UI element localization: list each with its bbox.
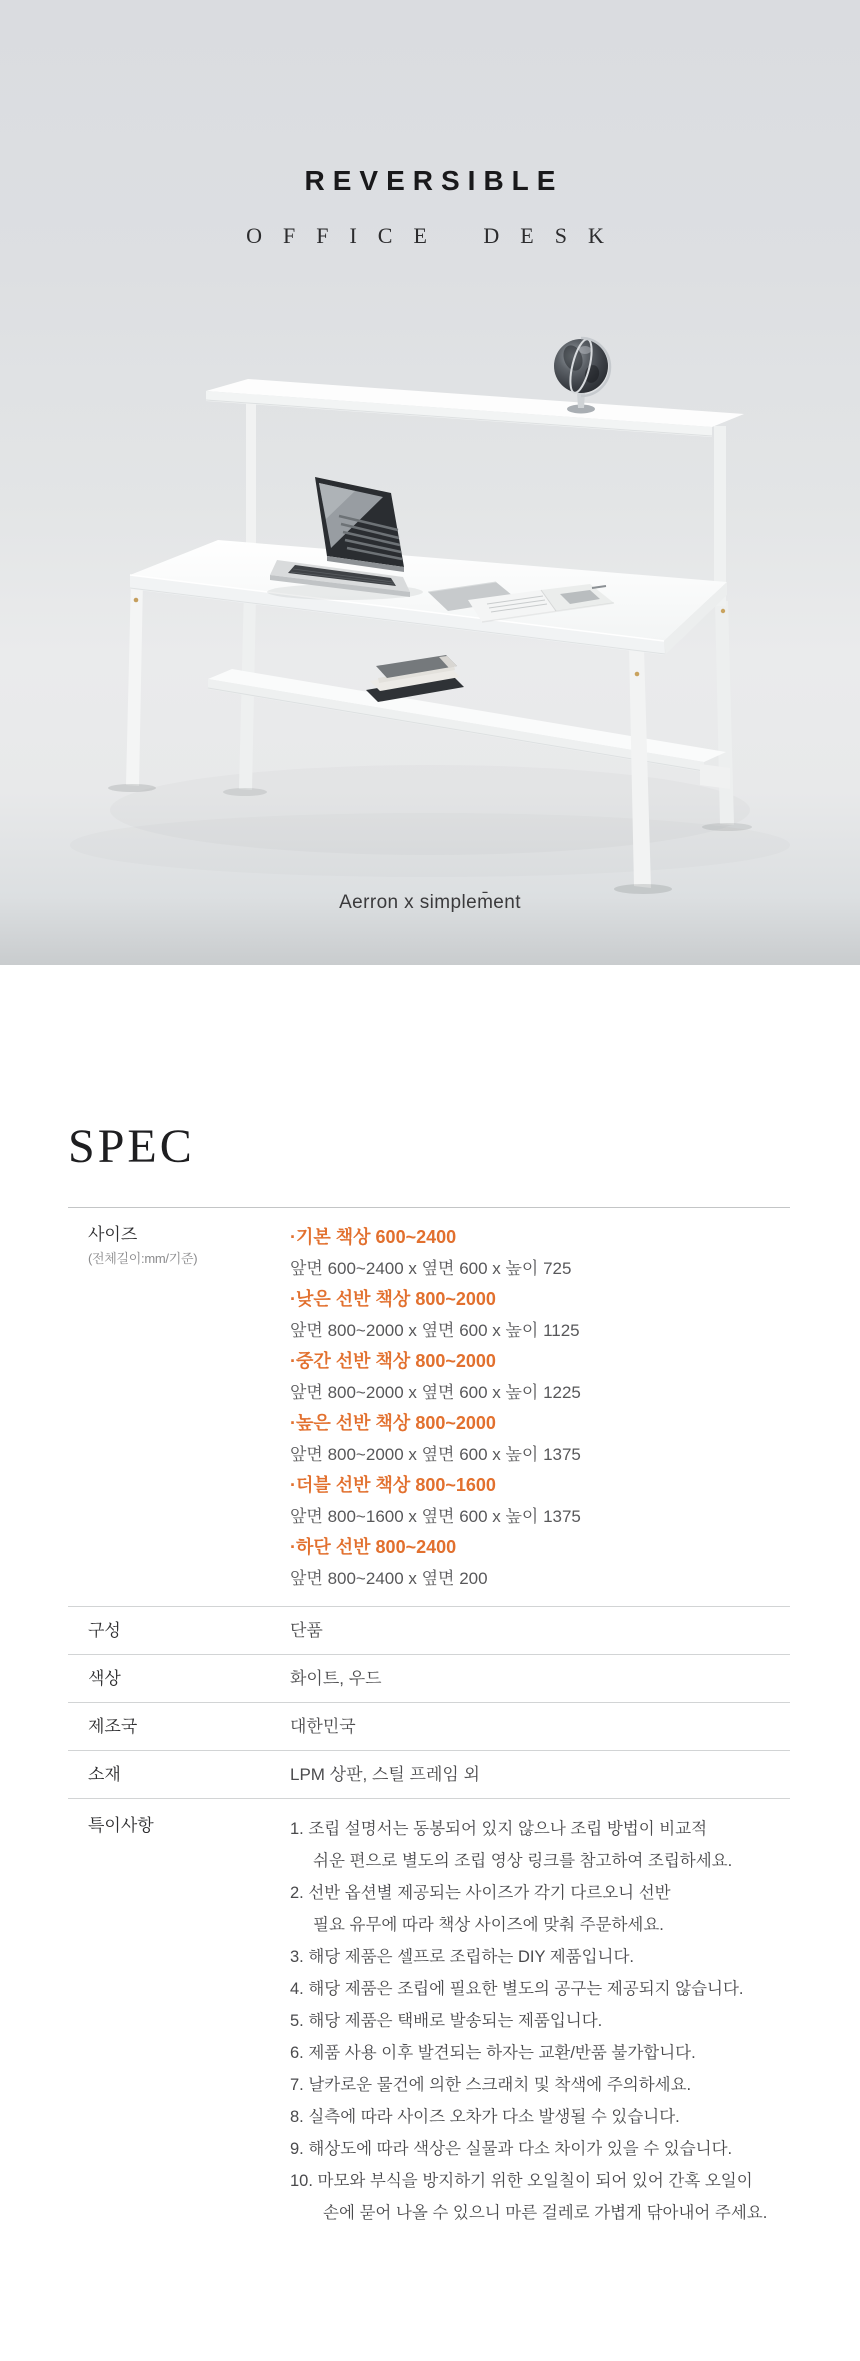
spec-row-size <box>68 1208 790 1607</box>
desktop-surface <box>130 540 727 655</box>
size-option <box>290 1222 790 1284</box>
row-label: 제조국 <box>88 1717 138 1736</box>
spec-heading: SPEC <box>68 1120 195 1173</box>
size-option-detail: 앞면 800~2000 x 옆면 600 x 높이 1125 <box>290 1321 580 1340</box>
note-item <box>290 2165 790 2229</box>
spec-row-composition <box>68 1607 790 1655</box>
size-option-detail: 앞면 800~2000 x 옆면 600 x 높이 1225 <box>290 1383 581 1402</box>
spec-row-country <box>68 1703 790 1751</box>
spec-section <box>0 965 860 2361</box>
brand-collab-label: Aerron x simplem̄ent <box>339 892 521 913</box>
note-item <box>290 1973 790 2005</box>
notes-label: 특이사항 <box>88 1816 154 1835</box>
hero-titles <box>0 167 860 247</box>
note-text-cont: 쉬운 편으로 별도의 조립 영상 링크를 참고하여 조립하세요. <box>313 1852 733 1870</box>
size-option <box>290 1532 790 1594</box>
size-option-name: ·높은 선반 책상 800~2000 <box>290 1413 496 1433</box>
spec-row-material <box>68 1751 790 1799</box>
note-text: 7. 날카로운 물건에 의한 스크래치 및 착색에 주의하세요. <box>290 2076 692 2094</box>
note-text: 6. 제품 사용 이후 발견되는 하자는 교환/반품 불가합니다. <box>290 2044 696 2062</box>
note-item <box>290 1941 790 1973</box>
note-text-cont: 손에 묻어 나올 수 있으니 마른 걸레로 가볍게 닦아내어 주세요. <box>323 2204 768 2222</box>
hero-section <box>0 0 860 965</box>
note-text: 2. 선반 옵션별 제공되는 사이즈가 각기 다르오니 선반 <box>290 1884 671 1902</box>
note-item <box>290 2069 790 2101</box>
note-item <box>290 2101 790 2133</box>
note-text: 9. 해상도에 따라 색상은 실물과 다소 차이가 있을 수 있습니다. <box>290 2140 733 2158</box>
note-text: 5. 해당 제품은 택배로 발송되는 제품입니다. <box>290 2012 603 2030</box>
laptop <box>267 477 423 600</box>
size-label-cell <box>68 1222 290 1594</box>
size-option-name: ·더블 선반 책상 800~1600 <box>290 1475 496 1495</box>
row-label: 소재 <box>88 1765 121 1784</box>
note-item <box>290 2133 790 2165</box>
size-option-detail: 앞면 800~2400 x 옆면 200 <box>290 1569 488 1588</box>
note-text: 1. 조립 설명서는 동봉되어 있지 않으나 조립 방법이 비교적 <box>290 1820 708 1838</box>
product-title: REVERSIBLE <box>304 165 564 196</box>
row-label-cell <box>68 1714 290 1739</box>
note-item <box>290 1813 790 1877</box>
row-label: 구성 <box>88 1621 121 1640</box>
notes-list <box>290 1813 790 2229</box>
row-value: 화이트, 우드 <box>290 1669 382 1688</box>
product-subtitle: OFFICE DESK <box>246 223 625 248</box>
note-text: 4. 해당 제품은 조립에 필요한 별도의 공구는 제공되지 않습니다. <box>290 1980 744 1998</box>
spec-row-notes <box>68 1799 790 2229</box>
note-item <box>290 1877 790 1941</box>
note-item <box>290 2005 790 2037</box>
books <box>366 655 464 702</box>
note-text: 8. 실측에 따라 사이즈 오차가 다소 발생될 수 있습니다. <box>290 2108 680 2126</box>
note-text: 3. 해당 제품은 셀프로 조립하는 DIY 제품입니다. <box>290 1948 635 1966</box>
row-label-cell <box>68 1618 290 1643</box>
product-photo <box>0 0 860 965</box>
spec-table <box>68 1207 790 2229</box>
size-options <box>290 1222 790 1594</box>
size-option <box>290 1284 790 1346</box>
floor-shadows <box>70 765 790 877</box>
row-value: 단품 <box>290 1621 323 1640</box>
size-option-detail: 앞면 800~1600 x 옆면 600 x 높이 1375 <box>290 1507 581 1526</box>
size-option-name: ·하단 선반 800~2400 <box>290 1537 457 1557</box>
notes-label-cell <box>68 1813 290 2229</box>
size-option <box>290 1470 790 1532</box>
row-label-cell <box>68 1762 290 1787</box>
size-option <box>290 1408 790 1470</box>
size-option-detail: 앞면 800~2000 x 옆면 600 x 높이 1375 <box>290 1445 581 1464</box>
hutch-shelf <box>206 379 744 437</box>
note-item <box>290 2037 790 2069</box>
row-value: LPM 상판, 스틸 프레임 외 <box>290 1765 480 1784</box>
size-option-detail: 앞면 600~2400 x 옆면 600 x 높이 725 <box>290 1259 572 1278</box>
row-label-cell <box>68 1666 290 1691</box>
size-option-name: ·기본 책상 600~2400 <box>290 1227 457 1247</box>
note-text-cont: 필요 유무에 따라 책상 사이즈에 맞춰 주문하세요. <box>313 1916 664 1934</box>
size-label: 사이즈 <box>88 1225 138 1244</box>
spec-row-color <box>68 1655 790 1703</box>
size-option <box>290 1346 790 1408</box>
size-option-name: ·중간 선반 책상 800~2000 <box>290 1351 496 1371</box>
size-option-name: ·낮은 선반 책상 800~2000 <box>290 1289 496 1309</box>
row-value: 대한민국 <box>290 1717 356 1736</box>
row-label: 색상 <box>88 1669 121 1688</box>
size-sublabel: (전체길이:mm/기준) <box>88 1251 198 1266</box>
note-text: 10. 마모와 부식을 방지하기 위한 오일칠이 되어 있어 간혹 오일이 <box>290 2172 753 2190</box>
